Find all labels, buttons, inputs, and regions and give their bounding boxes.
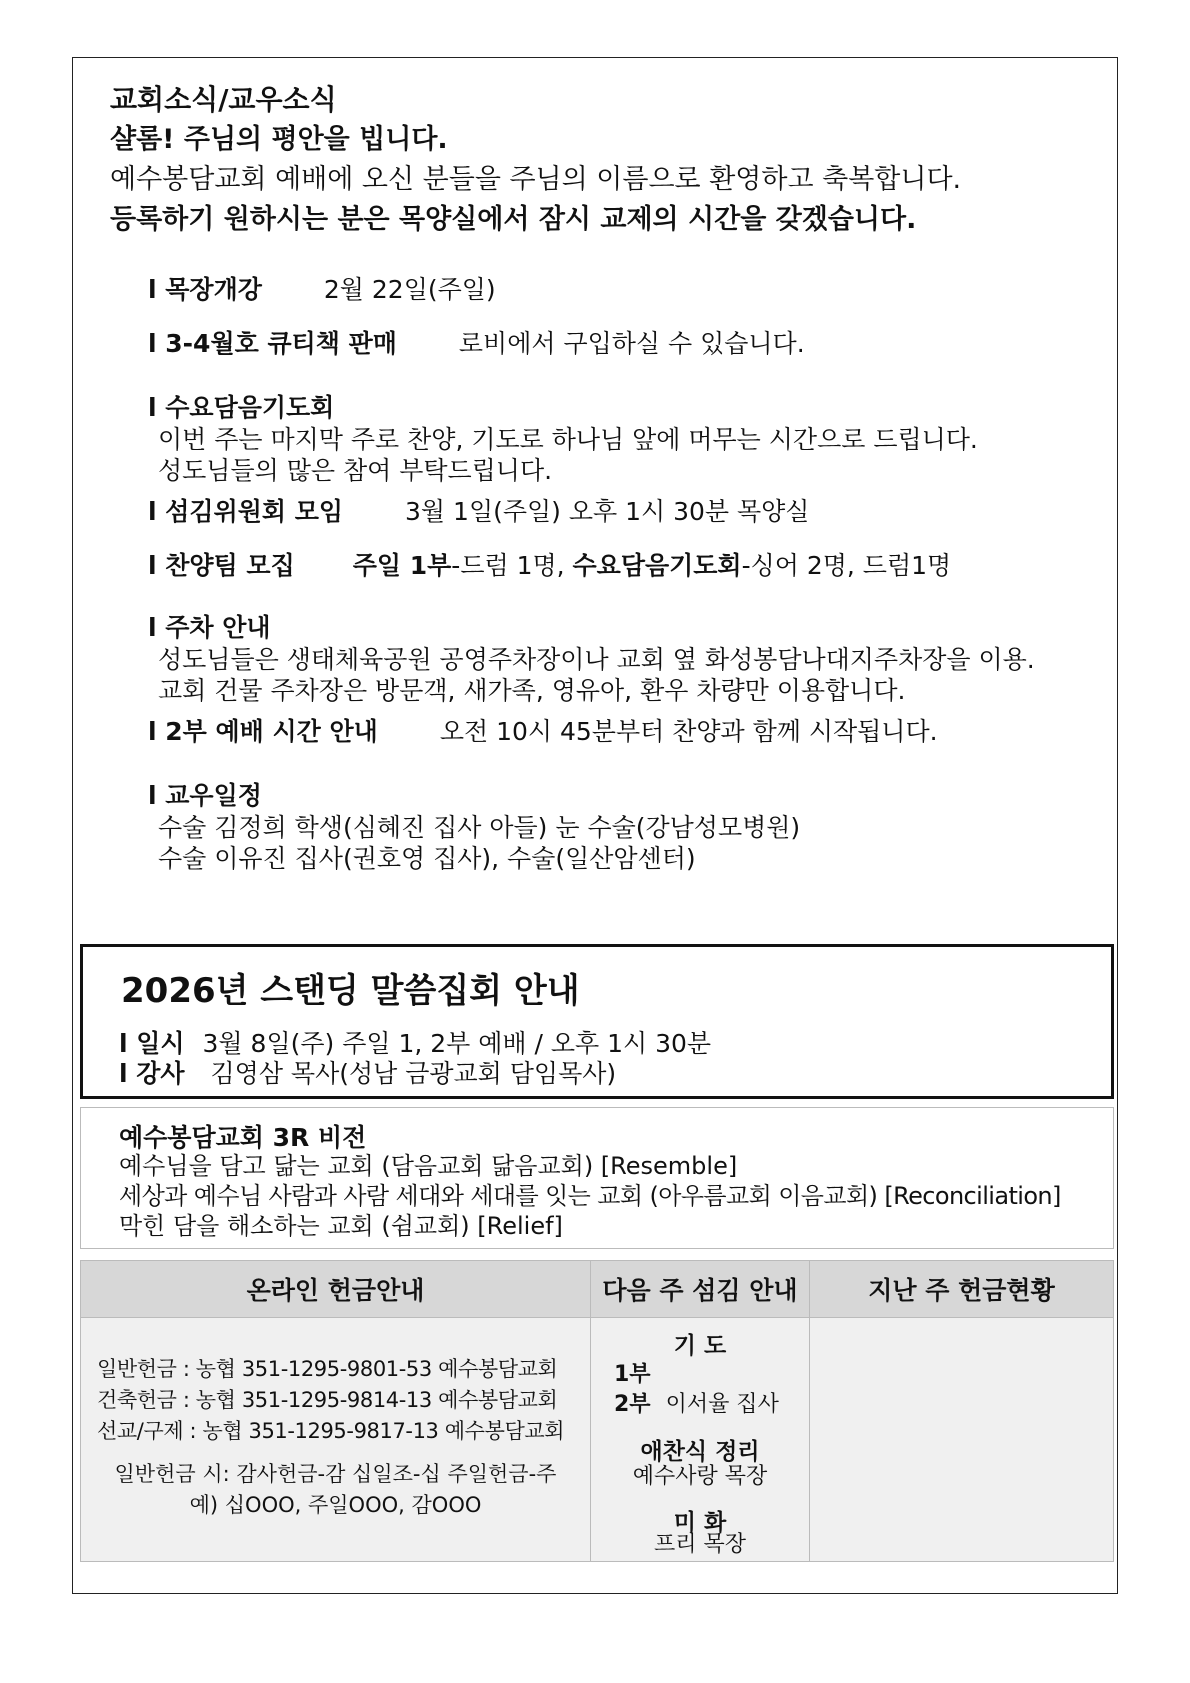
news-header — [110, 80, 1090, 240]
news-item-wednesday-prayer — [148, 392, 978, 486]
prayer-second — [614, 1387, 779, 1418]
offering-note: 일반헌금 시: 감사헌금-감 십일조-십 주일헌금-주 — [114, 1462, 557, 1486]
column-divider — [809, 1261, 810, 1561]
item-heading: l 수요담음기도회 — [148, 393, 335, 422]
welcome-text: 예수봉담교회 예배에 오신 분들을 주님의 이름으로 환영하고 축복합니다. — [110, 164, 962, 195]
item-line: 교회 건물 주차장은 방문객, 새가족, 영유아, 환우 차량만 이용합니다. — [158, 676, 906, 705]
prayer-second-name: 이서율 집사 — [665, 1392, 779, 1417]
item-heading: l 3-4월호 큐티책 판매 — [148, 329, 397, 358]
item-text: 3월 1일(주일) 오후 1시 30분 목양실 — [405, 497, 810, 526]
standing-speaker — [119, 1059, 616, 1089]
item-line: 성도님들은 생태체육공원 공영주차장이나 교회 옆 화성봉담나대지주차장을 이용. — [158, 645, 1035, 674]
greeting: 샬롬! 주님의 평안을 빕니다. — [110, 124, 448, 155]
standing-date — [119, 1029, 711, 1059]
news-item-service-committee — [148, 496, 809, 528]
news-item-parking — [148, 612, 1035, 706]
decor-name: 프리 목장 — [653, 1532, 746, 1557]
account-mission: 선교/구제 : 농협 351-1295-9817-13 예수봉담교회 — [97, 1419, 565, 1443]
item-line: 성도님들의 많은 참여 부탁드립니다. — [158, 456, 553, 485]
decor-title: 미 화 — [673, 1510, 727, 1536]
news-item-qt-book — [148, 328, 805, 360]
header-online-offering: 온라인 헌금안내 — [81, 1261, 590, 1318]
news-item-praise-team — [148, 550, 951, 582]
item-heading: l 섬김위원회 모임 — [148, 497, 344, 526]
news-item-member-schedule — [148, 780, 800, 874]
vision-title: 예수봉담교회 3R 비전 — [119, 1123, 367, 1152]
item-text: -싱어 2명, 드럼1명 — [741, 551, 952, 580]
item-line: 수술 이유진 집사(권호영 집사), 수술(일산암센터) — [158, 844, 696, 873]
cleanup-name: 예수사랑 목장 — [632, 1464, 768, 1489]
item-text-bold: 주일 1부 — [352, 551, 452, 580]
item-text: 로비에서 구입하실 수 있습니다. — [458, 329, 805, 358]
item-text: -드럼 1명, — [451, 551, 573, 580]
standing-title: 2026년 스탠딩 말씀집회 안내 — [121, 971, 580, 1011]
news-item-class-start — [148, 274, 496, 306]
prayer-first-label: 1부 — [614, 1362, 651, 1387]
register-text: 등록하기 원하시는 분은 목양실에서 잠시 교제의 시간을 갖겠습니다. — [110, 204, 917, 235]
standing-speaker-label: l 강사 — [119, 1059, 185, 1088]
item-heading: l 교우일정 — [148, 781, 262, 810]
item-text: 오전 10시 45분부터 찬양과 함께 시작됩니다. — [439, 717, 938, 746]
item-text-bold: 수요담음기도회 — [572, 551, 742, 580]
vision-line: 세상과 예수님 사람과 사람 세대와 세대를 잇는 교회 (아우름교회 이음교회) [Reconciliation] — [119, 1182, 1061, 1210]
prayer-title: 기 도 — [673, 1333, 727, 1359]
item-heading: l 목장개강 — [148, 275, 262, 304]
prayer-second-label: 2부 — [614, 1392, 651, 1417]
standing-meeting-box — [80, 944, 1114, 1099]
section-title: 교회소식/교우소식 — [110, 83, 337, 116]
standing-speaker-text: 김영삼 목사(성남 금광교회 담임목사) — [210, 1059, 617, 1088]
standing-date-label: l 일시 — [119, 1029, 185, 1058]
item-line: 이번 주는 마지막 주로 찬양, 기도로 하나님 앞에 머무는 시간으로 드립니다. — [158, 425, 978, 454]
account-building: 건축헌금 : 농협 351-1295-9814-13 예수봉담교회 — [97, 1388, 558, 1412]
news-item-second-service — [148, 716, 938, 748]
standing-date-text: 3월 8일(주) 주일 1, 2부 예배 / 오후 1시 30분 — [202, 1029, 712, 1058]
account-general: 일반헌금 : 농협 351-1295-9801-53 예수봉담교회 — [97, 1357, 558, 1381]
vision-line: 예수님을 담고 닮는 교회 (담음교회 닮음교회) [Resemble] — [119, 1152, 738, 1180]
offering-example: 예) 십OOO, 주일OOO, 감OOO — [189, 1493, 482, 1517]
header-last-offering: 지난 주 헌금현황 — [810, 1261, 1113, 1318]
vision-box — [80, 1107, 1114, 1249]
item-heading: l 2부 예배 시간 안내 — [148, 717, 378, 746]
vision-line: 막힌 담을 해소하는 교회 (쉼교회) [Relief] — [119, 1212, 563, 1240]
item-heading: l 찬양팀 모집 — [148, 551, 295, 580]
item-heading: l 주차 안내 — [148, 613, 271, 642]
header-next-service: 다음 주 섬김 안내 — [591, 1261, 809, 1318]
item-text: 2월 22일(주일) — [323, 275, 496, 304]
offering-table — [80, 1260, 1114, 1562]
cleanup-title: 애찬식 정리 — [640, 1439, 760, 1465]
item-line: 수술 김정희 학생(심혜진 집사 아들) 눈 수술(강남성모병원) — [158, 813, 801, 842]
